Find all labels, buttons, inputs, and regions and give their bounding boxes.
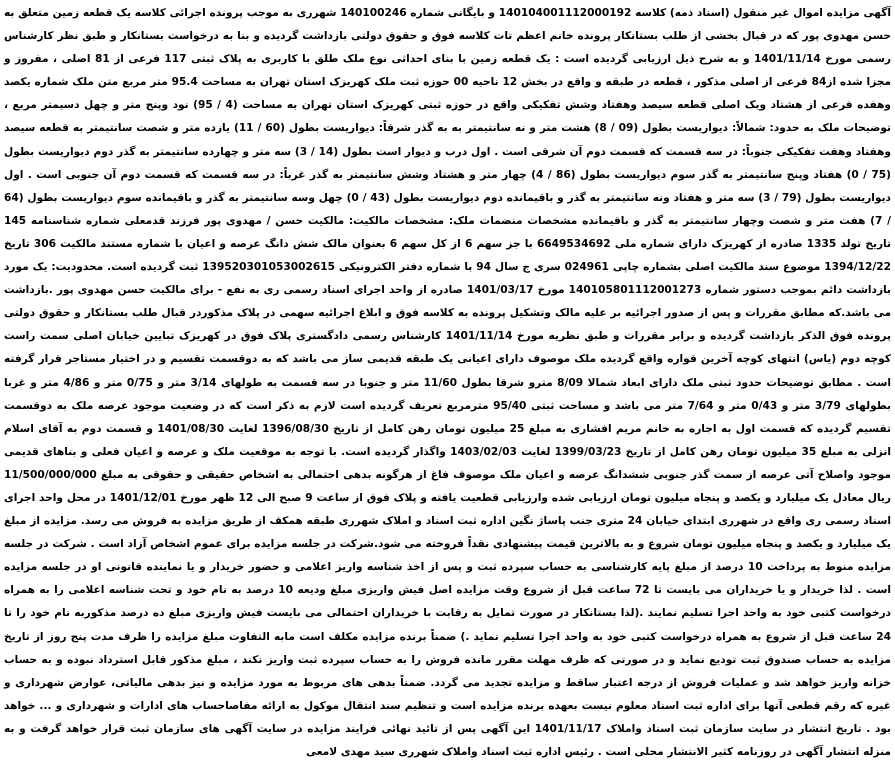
auction-notice-text: آگهی مزایده اموال غیر منقول (اسناد ذمه) کلاسه 140104001112000192 و بایگانی شماره 140100246 شهرری به موجب پرونده اجرائی کلاسه یک قطعه زمین متعلق به حسن مهدوی پور که در قبال بخشی از طلب بستانکار پرونده خانم اعظم تات کلاسه فوق و حقوق دولتی بازداشت گردیده و بنا به درخواست بستانکار و طبق نظر کارشناس رسمی مورخ 1401/11/14 و به شرح ذیل ارزیابی گردیده است : یک قطعه زمین با بنای احداثی نوع ملک طلق با کاربری به پلاک ثبتی 117 فرعی از 81 اصلی ، مفروز و مجزا شده از84 فرعی از اصلی مذکور ، قطعه در طبقه و واقع در بخش 12 ناحیه 00 حوزه ثبت ملک کهریزک استان تهران به مساحت 95.4 متر مربع متن ملک شماره یکصد وهفده فرعی از هشتاد ویک اصلی قطعه سیصد وهفتاد وشش تفکیکی واقع در حوزه ثبتی کهریزک استان تهران به مساحت (4 / 95) نود وپنج متر و چهل دسیمتر مربع ، توضیحات ملک به حدود: شمالاً: دیواریست بطول (09 / 8) هشت متر و نه سانتیمتر به به گذر شرقاً: دیواریست بطول (60 / 11) یازده متر و شصت سانتیمتر به قطعه سیصد وهفتاد وهفت تفکیکی جنوباً: در سه قسمت که قسمت دوم آن شرقی است . اول درب و دیوار است بطول (14 / 3) سه متر و چهارده سانتیمتر به گذر دوم دیواریست بطول (75 / 0) هفتاد وپنج سانتیمتر به گذر سوم دیواریست بطول (86 / 4) چهار متر و هشتاد وشش سانتیمتر به گذر غرباً: در سه قسمت که قسمت دوم آن جنوبی است . اول دیواریست بطول (79 / 3) سه متر و هفتاد ونه سانتیمتر به گذر و باقیمانده دوم دیواریست بطول (43 / 0) چهل وسه سانتیمتر به گذر و باقیمانده سوم دیواریست بطول (64 / 7) هفت متر و شصت وچهار سانتیمتر به گذر و باقیمانده مشخصات منضمات ملک: مشخصات مالکیت: مالکیت حسن / مهدوی پور فرزند قدمعلی شماره شناسنامه 145 تاریخ تولد 1335 صادره از کهریزک دارای شماره ملی 6649534692 با جز سهم 6 از کل سهم 6 بعنوان مالک شش دانگ عرصه و اعیان با شماره مستند مالکیت 306 تاریخ 1394/12/22 موضوع سند مالکیت اصلی بشماره چاپی 024961 سری ج سال 94 با شماره دفتر الکترونیکی 139520301053002615 ثبت گردیده است. محدودیت: یک مورد بازداشت دائم بموجب دستور شماره 140105801112001273 مورخ 1401/03/17 صادره از واحد اجرای اسناد رسمی ری به نفع - برای مالکیت حسن مهدوی پور .بازداشت می باشد.که مطابق مقررات و پس از صدور اجرائیه بر علیه مالک وتشکیل پرونده به کلاسه فوق و ابلاغ اجرائیه سهمی در پلاک مذکوردر قبال طلب بستانکار و حقوق دولتی پرونده فوق الذکر بازداشت گردیده و برابر مقررات و طبق نظریه مورخ 1401/11/14 کارشناس رسمی دادگستری پلاک فوق در کهریزک تبایین خیابان اصلی سمت راست کوچه دوم (یاس) انتهای کوچه آخرین قواره واقع گردیده ملک موصوف دارای اعیانی یک طبقه قدیمی ساز می باشد که به دوقسمت تقسیم و در اختیار مستاجر قرار گرفته است . مطابق توضیحات حدود ثبتی ملک دارای ابعاد شمالا 8/09 مترو شرقا بطول 11/60 متر و جنوبا در سه قسمت به طولهای 3/14 متر و 0/75 متر و 4/86 متر و غربا بطولهای 3/79 متر و 0/43 متر و 7/64 متر می باشد و مساحت ثبتی 95/40 مترمربع تعریف گردیده است لازم به ذکر است که در وضعیت موجود عرصه ملک به دوقسمت تقسیم گردیده که قسمت اول به اجاره به خانم مریم افشاری به مبلغ 25 میلیون تومان رهن کامل از تاریخ 1396/08/30 لغایت 1401/08/30 و قسمت دوم به آقای اسلام انزلی به مبلغ 35 میلیون تومان رهن کامل از تاریخ 1399/03/23 لغایت 1403/02/03 واگذار گردیده است. با توجه به موقعیت ملک و عرصه و اعیان فعلی و بناهای قدیمی موجود واصلاح آتی عرصه از سمت گذر جنوبی ششدانگ عرصه و اعیان ملک موصوف فاغ از هرگونه بدهی احتمالی به اشخاص حقیقی و حقوقی به مبلغ 11/500/000/000 ریال معادل یک میلیارد و یکصد و پنجاه میلیون تومان ارزیابی شده وارزیابی قطعیت یافته و پلاک فوق از ساعت 9 صبح الی 12 ظهر مورخ 1401/12/01 در محل واحد اجرای اسناد رسمی ری واقع در شهرری ابتدای خیابان 24 متری جنب پاساژ نگین اداره ثبت اسناد و املاک شهرری طبقه همکف از طریق مزایده به فروش می رسد. مزایده از مبلغ یک میلیارد و یکصد و پنجاه میلیون تومان شروع و به بالاترین قیمت پیشنهادی نقداً فروخته می شود.شرکت در جلسه مزایده برای عموم اشخاص آزاد است . شرکت در جلسه مزایده منوط به پرداخت 10 درصد از مبلغ پایه کارشناسی به حساب سپرده ثبت و پس از اخذ شناسه واریز اعلامی و حضور خریدار و یا نماینده قانونی او در جلسه مزایده است . لذا خریدار و یا خریداران می بایست تا 72 ساعت قبل از شروع وقت مزایده اصل فیش واریزی مبلغ ودیعه 10 درصد به نام خود و تحت شناسه اعلامی را به همراه درخواست کتبی خود به واحد اجرا تسلیم نمایند .(لذا بستانکار در صورت تمایل به رقابت با خریداران احتمالی می بایست فیش واریزی مبلغ ده درصد مذکوربه نام خود را تا 24 ساعت قبل از شروع به همراه درخواست کتبی خود به واحد اجرا تسلیم نماید .) ضمناً برنده مزایده مکلف است مابه التفاوت مبلغ مزایده را ظرف مدت پنج روز از تاریخ مزایده به حساب صندوق ثبت تودیع نماید و در صورتی که ظرف مهلت مقرر مانده فروش را به حساب سپرده ثبت واریز نکند ، مبلغ مذکور قابل استرداد نبوده و به حساب خزانه واریز خواهد شد و عملیات فروش از درجه اعتبار ساقط و مزایده تجدید می گردد. ضمناً بدهی های مربوط به مورد مزایده و نیز بدهی مالیاتی، عوارض شهرداری و غیره که رقم قطعی آنها برای اداره ثبت اسناد معلوم نیست بعهده برنده مزایده است و تنظیم سند انتقال موکول به ارائه مفاصاحساب های ادارات و شهرداری و ... خواهد بود . تاریخ انتشار در سایت سازمان ثبت اسناد واملاک 1401/11/17 این آگهی پس از تائید نهائی فرایند مزایده در سایت آگهی های سازمان ثبت قرار خواهد گرفت و به منزله انتشار آگهی در روزنامه کثیر الانتشار محلی است . رئیس اداره ثبت اسناد واملاک شهرری سید مهدی لامعی xyxy=(4,7,892,758)
